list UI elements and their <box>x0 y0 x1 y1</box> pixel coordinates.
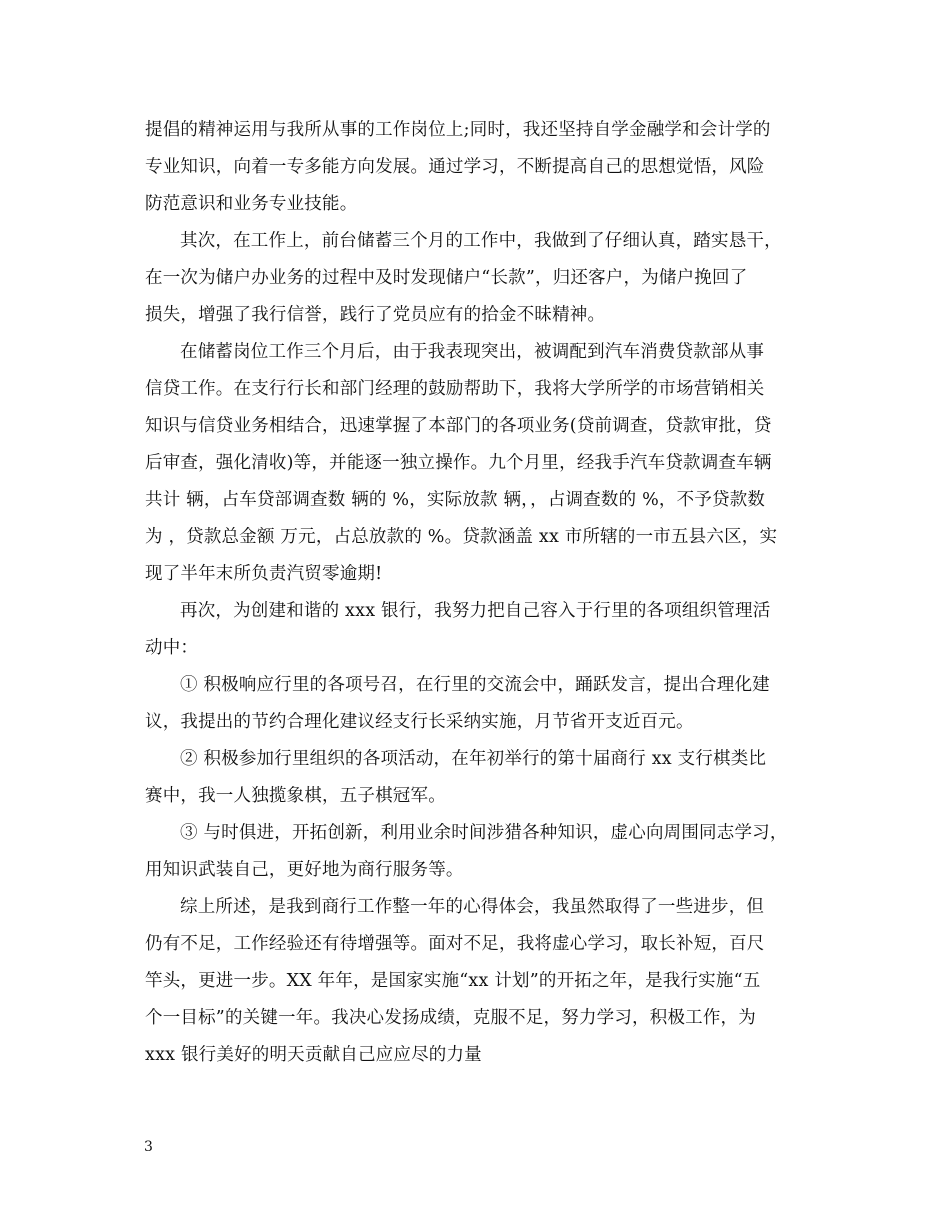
text-line: 仍有不足，工作经验还有待增强等。面对不足，我将虚心学习，取长补短，百尺 <box>145 934 765 954</box>
text-line: 动中： <box>145 638 199 658</box>
paragraph-start-line: 在储蓄岗位工作三个月后，由于我表现突出，被调配到汽车消费贷款部从事 <box>180 342 765 362</box>
text-line: xxx 银行美好的明天贡献自己应应尽的力量 <box>145 1045 482 1065</box>
text-line: 用知识武装自己，更好地为商行服务等。 <box>145 860 464 880</box>
numbered-item-line: ② 积极参加行里组织的各项活动，在年初举行的第十届商行 xx 支行棋类比 <box>180 749 767 769</box>
text-line: 为 ，贷款总金额 万元，占总放款的 %。贷款涵盖 xx 市所辖的一市五县六区，实 <box>145 527 778 547</box>
text-line: 现了半年末所负责汽贸零逾期! <box>145 564 383 584</box>
text-line: 在一次为储户办业务的过程中及时发现储户“长款”，归还客户，为储户挽回了 <box>145 268 748 288</box>
text-line: 损失，增强了我行信誉，践行了党员应有的拾金不昧精神。 <box>145 305 606 325</box>
text-line: 后审查，强化清收)等，并能逐一独立操作。九个月里，经我手汽车贷款调查车辆 <box>145 453 772 473</box>
text-line: 知识与信贷业务相结合，迅速掌握了本部门的各项业务(贷前调查，贷款审批，贷 <box>145 416 772 436</box>
text-line: 提倡的精神运用与我所从事的工作岗位上;同时，我还坚持自学金融学和会计学的 <box>145 120 771 140</box>
text-line: 议，我提出的节约合理化建议经支行长采纳实施，月节省开支近百元。 <box>145 712 694 732</box>
text-line: 竿头，更进一步。XX 年年，是国家实施“xx 计划”的开拓之年，是我行实施“五 <box>145 971 761 991</box>
paragraph-start-line: 再次，为创建和谐的 xxx 银行，我努力把自己容入于行里的各项组织管理活 <box>180 601 771 621</box>
paragraph-start-line: 综上所述，是我到商行工作整一年的心得体会，我虽然取得了一些进步，但 <box>180 897 765 917</box>
text-line: 信贷工作。在支行行长和部门经理的鼓励帮助下，我将大学所学的市场营销相关 <box>145 379 765 399</box>
text-line: 防范意识和业务专业技能。 <box>145 194 358 214</box>
text-line: 专业知识，向着一专多能方向发展。通过学习，不断提高自己的思想觉悟，风险 <box>145 157 765 177</box>
numbered-item-line: ① 积极响应行里的各项号召，在行里的交流会中，踊跃发言，提出合理化建 <box>180 675 770 695</box>
paragraph-start-line: 其次，在工作上，前台储蓄三个月的工作中，我做到了仔细认真，踏实恳干， <box>180 231 782 251</box>
text-line: 共计 辆，占车贷部调查数 辆的 %，实际放款 辆，，占调查数的 %，不予贷款数 <box>145 490 766 510</box>
text-line: 赛中，我一人独揽象棋，五子棋冠军。 <box>145 786 446 806</box>
text-line: 个一目标”的关键一年。我决心发扬成绩，克服不足，努力学习，积极工作，为 <box>145 1008 756 1028</box>
numbered-item-line: ③ 与时俱进，开拓创新，利用业余时间涉猎各种知识，虚心向周围同志学习， <box>180 823 788 843</box>
page-number: 3 <box>144 1139 153 1155</box>
